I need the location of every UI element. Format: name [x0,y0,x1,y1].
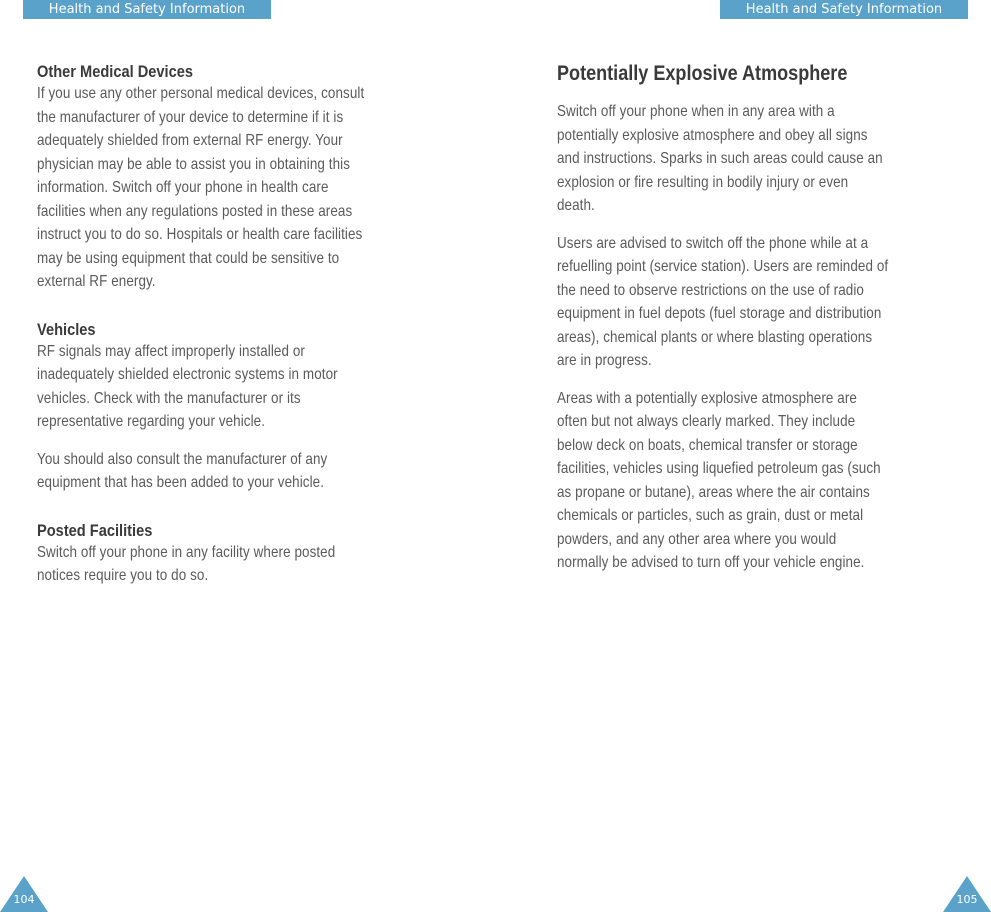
text-line: inadequately shielded electronic systems in motor [37,366,338,383]
text-line: areas), chemical plants or where blasting operations [557,328,873,346]
heading-vehicles: Vehicles [37,319,96,339]
text-line: as propane or butane), areas where the air contains [557,483,870,501]
text-line: Users are advised to switch off the phone while at a [557,234,869,252]
text-line: refuelling point (service station). Users are reminded of [557,258,889,275]
heading-explosive-atmosphere: Potentially Explosive Atmosphere [557,62,848,85]
text-line: adequately shielded from external RF energy. Your [37,132,343,149]
page-number-text-left: 104 [13,893,35,906]
right-page-content [557,62,967,575]
text-line: potentially explosive atmosphere and obey all signs [557,126,868,144]
text-line: equipment that has been added to your vehicle. [37,474,325,491]
page-number-right [943,876,991,912]
text-line: information. Switch off your phone in health care [37,179,329,196]
text-line: powders, and any other area where you would [557,530,837,548]
text-line: Switch off your phone when in any area with a [557,103,835,120]
paragraph-medical [37,82,457,294]
text-line: Switch off your phone in any facility where posted [37,543,336,561]
text-line: may be using equipment that could be sensitive to [37,249,340,267]
paragraph-posted [37,541,457,588]
text-line: instruct you to do so. Hospitals or health care facilities [37,226,363,243]
text-line: representative regarding your vehicle. [37,413,266,430]
text-line: physician may be able to assist you in obtaining this [37,155,351,173]
paragraph-vehicles-2 [37,448,457,495]
header-tab-left: Health and Safety Information [23,0,271,19]
text-line: If you use any other personal medical devices, consult [37,85,365,102]
text-line: external RF energy. [37,273,156,290]
text-line: explosion or fire resulting in bodily injury or even [557,173,849,191]
paragraph-explosive-3 [557,387,967,575]
header-tab-right: Health and Safety Information [720,0,968,19]
text-line: often but not always clearly marked. They include [557,413,856,430]
text-line: normally be advised to turn off your vehicle engine. [557,554,865,571]
page-number-text-right: 105 [956,893,978,906]
text-line: and instructions. Sparks in such areas could cause an [557,150,883,167]
heading-posted-facilities: Posted Facilities [37,520,153,540]
text-line: below deck on boats, chemical transfer or storage [557,436,858,454]
text-line: facilities when any regulations posted in these areas [37,202,353,220]
text-line: equipment in fuel depots (fuel storage and distribution [557,305,882,322]
text-line: notices require you to do so. [37,567,209,584]
text-line: You should also consult the manufacturer of any [37,450,328,468]
paragraph-explosive-2 [557,232,967,373]
text-line: death. [557,197,595,214]
text-line: vehicles. Check with the manufacturer or its [37,389,301,407]
text-line: Areas with a potentially explosive atmosphere are [557,389,857,407]
paragraph-vehicles-1 [37,340,457,434]
text-line: the need to observe restrictions on the use of radio [557,281,864,299]
left-page-content [37,62,457,588]
text-line: the manufacturer of your device to determine if it is [37,108,344,126]
paragraph-explosive-1 [557,100,967,218]
text-line: chemicals or particles, such as grain, dust or metal [557,507,864,524]
text-line: facilities, vehicles using liquefied petroleum gas (such [557,460,881,477]
page-number-left [0,876,48,912]
heading-other-medical-devices: Other Medical Devices [37,62,194,81]
text-line: are in progress. [557,352,652,369]
text-line: RF signals may affect improperly installed or [37,342,305,360]
